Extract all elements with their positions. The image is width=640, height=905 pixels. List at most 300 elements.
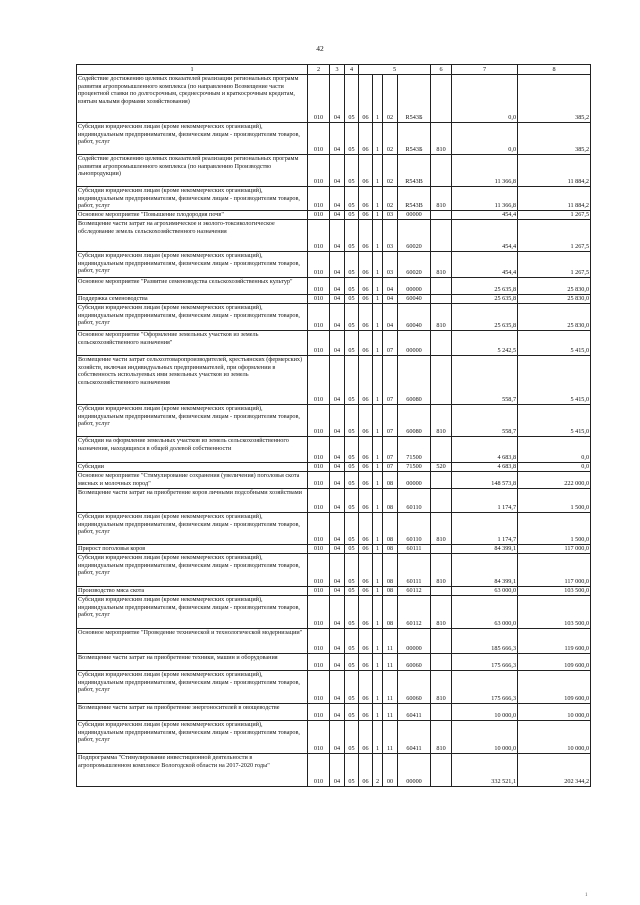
- code-direction: 60110: [398, 513, 431, 545]
- code-event: 07: [383, 437, 398, 463]
- code-direction: 00000: [398, 754, 431, 787]
- code-section: 04: [330, 554, 345, 587]
- code-section: 04: [330, 220, 345, 252]
- code-event: 03: [383, 252, 398, 278]
- table-row: [77, 754, 591, 787]
- row-name: Субсидии юридическим лицам (кроме некоммерческих организаций), индивидуальным предпринимателям, физическим лицам - производителям товаров, работ, услуг: [77, 123, 308, 155]
- code-subprogram: 1: [373, 472, 383, 489]
- code-subsection: 05: [345, 187, 359, 211]
- code-subprogram: 1: [373, 587, 383, 596]
- code-expense-type: [431, 155, 452, 187]
- row-name: Поддержка семеноводства: [77, 295, 308, 304]
- code-event: 02: [383, 187, 398, 211]
- row-name: Возмещение части затрат на агрохимическое и эколого-токсикологическое обследование земель сельскохозяйственного назначения: [77, 220, 308, 252]
- col-header-3: 3: [330, 65, 345, 75]
- code-ministry: 010: [308, 754, 330, 787]
- code-subsection: 05: [345, 671, 359, 704]
- code-direction: R543Б: [398, 75, 431, 123]
- code-subprogram: 1: [373, 629, 383, 654]
- code-event: 04: [383, 295, 398, 304]
- code-ministry: 010: [308, 654, 330, 671]
- code-event: 03: [383, 220, 398, 252]
- row-name: Субсидии юридическим лицам (кроме некоммерческих организаций), индивидуальным предпринимателям, физическим лицам - производителям товаров, работ, услуг: [77, 596, 308, 629]
- code-subsection: 05: [345, 220, 359, 252]
- code-subsection: 05: [345, 489, 359, 513]
- code-program: 06: [359, 513, 373, 545]
- code-ministry: 010: [308, 463, 330, 472]
- row-name: Возмещение части затрат на приобретение техники, машин и оборудования: [77, 654, 308, 671]
- code-direction: 60020: [398, 252, 431, 278]
- code-event: 08: [383, 513, 398, 545]
- amount-2019: 558,7: [452, 356, 518, 405]
- code-section: 04: [330, 155, 345, 187]
- amount-2019: 25 635,8: [452, 304, 518, 331]
- code-program: 06: [359, 754, 373, 787]
- code-subsection: 05: [345, 463, 359, 472]
- table-row: [77, 211, 591, 220]
- table-row: [77, 331, 591, 356]
- code-expense-type: [431, 704, 452, 721]
- code-program: 06: [359, 704, 373, 721]
- code-section: 04: [330, 252, 345, 278]
- amount-2019: 5 242,5: [452, 331, 518, 356]
- code-ministry: 010: [308, 489, 330, 513]
- code-event: 02: [383, 155, 398, 187]
- code-event: 04: [383, 304, 398, 331]
- table-row: [77, 278, 591, 295]
- code-subprogram: 1: [373, 304, 383, 331]
- code-expense-type: [431, 278, 452, 295]
- code-section: 04: [330, 437, 345, 463]
- code-subprogram: 1: [373, 463, 383, 472]
- code-section: 04: [330, 513, 345, 545]
- code-subprogram: 1: [373, 155, 383, 187]
- col-header-5: 5: [359, 65, 431, 75]
- code-subsection: 05: [345, 123, 359, 155]
- code-expense-type: 810: [431, 304, 452, 331]
- code-subsection: 05: [345, 331, 359, 356]
- code-subsection: 05: [345, 75, 359, 123]
- row-name: Возмещение части затрат на приобретение коров личными подсобными хозяйствами: [77, 489, 308, 513]
- code-subsection: 05: [345, 472, 359, 489]
- code-subprogram: 1: [373, 123, 383, 155]
- row-name: Субсидии юридическим лицам (кроме некоммерческих организаций), индивидуальным предпринимателям, физическим лицам - производителям товаров, работ, услуг: [77, 721, 308, 754]
- code-section: 04: [330, 489, 345, 513]
- code-direction: R543В: [398, 187, 431, 211]
- code-program: 06: [359, 278, 373, 295]
- code-subsection: 05: [345, 654, 359, 671]
- code-expense-type: [431, 295, 452, 304]
- code-subsection: 05: [345, 356, 359, 405]
- code-event: 04: [383, 278, 398, 295]
- code-section: 04: [330, 545, 345, 554]
- code-ministry: 010: [308, 155, 330, 187]
- code-event: 08: [383, 596, 398, 629]
- code-expense-type: [431, 489, 452, 513]
- table-row: [77, 629, 591, 654]
- code-program: 06: [359, 629, 373, 654]
- amount-2020: 5 415,0: [518, 356, 591, 405]
- code-subprogram: 1: [373, 356, 383, 405]
- row-name: Содействие достижению целевых показателей реализации региональных программ развития агропромышленного комплекса (по направлению Производство льнопродукции): [77, 155, 308, 187]
- col-header-2: 2: [308, 65, 330, 75]
- code-expense-type: 810: [431, 252, 452, 278]
- code-section: 04: [330, 405, 345, 437]
- code-subsection: 05: [345, 211, 359, 220]
- code-subprogram: 1: [373, 721, 383, 754]
- code-subsection: 05: [345, 554, 359, 587]
- code-ministry: 010: [308, 405, 330, 437]
- page-number: 42: [316, 44, 324, 53]
- code-ministry: 010: [308, 356, 330, 405]
- col-header-6: 6: [431, 65, 452, 75]
- amount-2020: 109 600,0: [518, 654, 591, 671]
- code-ministry: 010: [308, 596, 330, 629]
- amount-2020: 103 500,0: [518, 596, 591, 629]
- table-row: [77, 671, 591, 704]
- amount-2020: 25 830,0: [518, 304, 591, 331]
- code-program: 06: [359, 654, 373, 671]
- table-row: [77, 295, 591, 304]
- code-direction: 60111: [398, 554, 431, 587]
- code-ministry: 010: [308, 220, 330, 252]
- table-row: [77, 587, 591, 596]
- code-program: 06: [359, 295, 373, 304]
- table-row: [77, 654, 591, 671]
- code-subsection: 05: [345, 437, 359, 463]
- code-ministry: 010: [308, 211, 330, 220]
- code-section: 04: [330, 463, 345, 472]
- code-subprogram: 1: [373, 596, 383, 629]
- code-event: 11: [383, 654, 398, 671]
- code-direction: 60411: [398, 704, 431, 721]
- amount-2019: 25 635,8: [452, 295, 518, 304]
- code-section: 04: [330, 211, 345, 220]
- code-program: 06: [359, 437, 373, 463]
- col-header-1: 1: [77, 65, 308, 75]
- table-row: [77, 437, 591, 463]
- code-ministry: 010: [308, 587, 330, 596]
- code-subsection: 05: [345, 721, 359, 754]
- amount-2019: 454,4: [452, 252, 518, 278]
- code-subsection: 05: [345, 155, 359, 187]
- code-ministry: 010: [308, 304, 330, 331]
- amount-2020: 0,0: [518, 437, 591, 463]
- row-name: Субсидии на оформление земельных участков из земель сельскохозяйственного назначения, находящихся в общей долевой собственности: [77, 437, 308, 463]
- row-name: Прирост поголовья коров: [77, 545, 308, 554]
- amount-2019: 332 521,1: [452, 754, 518, 787]
- code-ministry: 010: [308, 671, 330, 704]
- code-section: 04: [330, 754, 345, 787]
- code-program: 06: [359, 489, 373, 513]
- code-section: 04: [330, 75, 345, 123]
- code-event: 11: [383, 704, 398, 721]
- code-subprogram: 1: [373, 437, 383, 463]
- code-direction: 60040: [398, 295, 431, 304]
- amount-2019: 4 683,8: [452, 463, 518, 472]
- code-direction: 60080: [398, 356, 431, 405]
- code-subsection: 05: [345, 704, 359, 721]
- code-direction: 60060: [398, 671, 431, 704]
- amount-2020: 25 830,0: [518, 295, 591, 304]
- code-direction: R543Б: [398, 123, 431, 155]
- col-header-7: 7: [452, 65, 518, 75]
- code-expense-type: [431, 331, 452, 356]
- code-subsection: 05: [345, 513, 359, 545]
- amount-2019: 10 000,0: [452, 721, 518, 754]
- amount-2019: 11 366,8: [452, 155, 518, 187]
- code-event: 00: [383, 754, 398, 787]
- code-event: 07: [383, 356, 398, 405]
- code-section: 04: [330, 356, 345, 405]
- code-event: 08: [383, 587, 398, 596]
- row-name: Субсидии юридическим лицам (кроме некоммерческих организаций), индивидуальным предпринимателям, физическим лицам - производителям товаров, работ, услуг: [77, 405, 308, 437]
- code-subsection: 05: [345, 295, 359, 304]
- code-expense-type: [431, 437, 452, 463]
- code-program: 06: [359, 554, 373, 587]
- table-row: [77, 252, 591, 278]
- table-row: [77, 304, 591, 331]
- header-row: [77, 65, 591, 75]
- code-direction: 60111: [398, 545, 431, 554]
- code-ministry: 010: [308, 437, 330, 463]
- row-name: Субсидии юридическим лицам (кроме некоммерческих организаций), индивидуальным предпринимателям, физическим лицам - производителям товаров, работ, услуг: [77, 513, 308, 545]
- code-subprogram: 1: [373, 704, 383, 721]
- code-program: 06: [359, 75, 373, 123]
- code-event: 11: [383, 671, 398, 704]
- code-subprogram: 1: [373, 211, 383, 220]
- amount-2020: 1 500,0: [518, 489, 591, 513]
- code-expense-type: 810: [431, 554, 452, 587]
- amount-2020: 109 600,0: [518, 671, 591, 704]
- code-expense-type: [431, 220, 452, 252]
- amount-2020: 1 267,5: [518, 220, 591, 252]
- code-direction: 60060: [398, 654, 431, 671]
- code-event: 08: [383, 489, 398, 513]
- row-name: Основное мероприятие "Стимулирование сохранения (увеличения) поголовья скота мясных и молочных пород": [77, 472, 308, 489]
- amount-2020: 1 267,5: [518, 252, 591, 278]
- amount-2019: 84 399,1: [452, 554, 518, 587]
- code-subsection: 05: [345, 405, 359, 437]
- code-expense-type: [431, 754, 452, 787]
- code-program: 06: [359, 211, 373, 220]
- code-expense-type: [431, 629, 452, 654]
- code-expense-type: [431, 75, 452, 123]
- code-section: 04: [330, 704, 345, 721]
- table-body: [77, 75, 591, 787]
- code-event: 11: [383, 629, 398, 654]
- code-direction: 00000: [398, 331, 431, 356]
- code-subprogram: 2: [373, 754, 383, 787]
- amount-2019: 84 399,1: [452, 545, 518, 554]
- code-subprogram: 1: [373, 278, 383, 295]
- table-row: [77, 463, 591, 472]
- row-name: Основное мероприятие "Проведение технической и технологической модернизации": [77, 629, 308, 654]
- code-direction: 71500: [398, 463, 431, 472]
- row-name: Основное мероприятие "Развитие семеноводства сельскохозяйственных культур": [77, 278, 308, 295]
- code-ministry: 010: [308, 187, 330, 211]
- row-name: Возмещение части затрат на приобретение энергоносителей в овощеводстве: [77, 704, 308, 721]
- code-program: 06: [359, 123, 373, 155]
- code-section: 04: [330, 278, 345, 295]
- code-program: 06: [359, 587, 373, 596]
- code-section: 04: [330, 304, 345, 331]
- code-section: 04: [330, 671, 345, 704]
- table-row: [77, 545, 591, 554]
- col-header-4: 4: [345, 65, 359, 75]
- amount-2019: 0,0: [452, 123, 518, 155]
- code-direction: 71500: [398, 437, 431, 463]
- code-expense-type: [431, 587, 452, 596]
- code-ministry: 010: [308, 123, 330, 155]
- code-subsection: 05: [345, 252, 359, 278]
- code-event: 08: [383, 545, 398, 554]
- code-section: 04: [330, 187, 345, 211]
- code-section: 04: [330, 629, 345, 654]
- code-subsection: 05: [345, 304, 359, 331]
- amount-2020: 385,2: [518, 123, 591, 155]
- code-direction: 00000: [398, 472, 431, 489]
- code-program: 06: [359, 252, 373, 278]
- code-expense-type: 810: [431, 405, 452, 437]
- code-direction: 60112: [398, 596, 431, 629]
- table-row: [77, 155, 591, 187]
- code-expense-type: [431, 211, 452, 220]
- code-ministry: 010: [308, 629, 330, 654]
- code-subprogram: 1: [373, 489, 383, 513]
- table-row: [77, 405, 591, 437]
- code-program: 06: [359, 596, 373, 629]
- code-direction: 60110: [398, 489, 431, 513]
- code-section: 04: [330, 596, 345, 629]
- code-ministry: 010: [308, 278, 330, 295]
- code-program: 06: [359, 463, 373, 472]
- row-name: Содействие достижению целевых показателей реализации региональных программ развития агропромышленного комплекса (по направлению Возмещение части процентной ставки по долгосрочным, среднесрочным и краткосрочным кредитам, взятым малыми формами хозяйствования): [77, 75, 308, 123]
- amount-2019: 1 174,7: [452, 513, 518, 545]
- code-subsection: 05: [345, 587, 359, 596]
- code-direction: 60040: [398, 304, 431, 331]
- row-name: Подпрограмма "Стимулирование инвестиционной деятельности в агропромышленном комплексе Вологодской области на 2017-2020 годы": [77, 754, 308, 787]
- amount-2020: 1 500,0: [518, 513, 591, 545]
- row-name: Субсидии юридическим лицам (кроме некоммерческих организаций), индивидуальным предпринимателям, физическим лицам - производителям товаров, работ, услуг: [77, 671, 308, 704]
- row-name: Основное мероприятие "Повышение плодородия почв": [77, 211, 308, 220]
- amount-2019: 0,0: [452, 75, 518, 123]
- corner-mark: 1: [585, 893, 588, 898]
- amount-2020: 5 415,0: [518, 405, 591, 437]
- amount-2019: 63 000,0: [452, 596, 518, 629]
- code-ministry: 010: [308, 721, 330, 754]
- code-subprogram: 1: [373, 545, 383, 554]
- code-program: 06: [359, 304, 373, 331]
- amount-2020: 0,0: [518, 463, 591, 472]
- table-row: [77, 220, 591, 252]
- amount-2019: 4 683,8: [452, 437, 518, 463]
- col-header-8: 8: [518, 65, 591, 75]
- code-program: 06: [359, 155, 373, 187]
- amount-2019: 1 174,7: [452, 489, 518, 513]
- row-name: Субсидии юридическим лицам (кроме некоммерческих организаций), индивидуальным предпринимателям, физическим лицам - производителям товаров, работ, услуг: [77, 304, 308, 331]
- code-program: 06: [359, 721, 373, 754]
- amount-2020: 10 000,0: [518, 721, 591, 754]
- code-subprogram: 1: [373, 75, 383, 123]
- amount-2019: 11 366,8: [452, 187, 518, 211]
- code-program: 06: [359, 671, 373, 704]
- code-direction: 60080: [398, 405, 431, 437]
- code-ministry: 010: [308, 545, 330, 554]
- code-subprogram: 1: [373, 187, 383, 211]
- table-row: [77, 75, 591, 123]
- amount-2020: 117 000,0: [518, 554, 591, 587]
- code-direction: 00000: [398, 211, 431, 220]
- amount-2019: 454,4: [452, 211, 518, 220]
- code-event: 07: [383, 331, 398, 356]
- amount-2020: 11 884,2: [518, 187, 591, 211]
- code-subsection: 05: [345, 596, 359, 629]
- code-subsection: 05: [345, 629, 359, 654]
- amount-2020: 202 344,2: [518, 754, 591, 787]
- code-section: 04: [330, 472, 345, 489]
- code-section: 04: [330, 587, 345, 596]
- amount-2019: 185 666,3: [452, 629, 518, 654]
- code-ministry: 010: [308, 554, 330, 587]
- row-name: Возмещение части затрат сельхозтоваропроизводителей, крестьянских (фермерских) хозяйств, включая индивидуальных предпринимателей, при оформлении в собственность используемых ими земельных участков из земель сельскохозяйственного назначения: [77, 356, 308, 405]
- amount-2020: 11 884,2: [518, 155, 591, 187]
- code-expense-type: 810: [431, 513, 452, 545]
- amount-2019: 175 666,3: [452, 654, 518, 671]
- amount-2019: 10 000,0: [452, 704, 518, 721]
- amount-2020: 117 000,0: [518, 545, 591, 554]
- table-row: [77, 356, 591, 405]
- code-section: 04: [330, 654, 345, 671]
- code-program: 06: [359, 187, 373, 211]
- code-subprogram: 1: [373, 252, 383, 278]
- amount-2020: 385,2: [518, 75, 591, 123]
- code-ministry: 010: [308, 331, 330, 356]
- code-event: 07: [383, 405, 398, 437]
- amount-2020: 222 000,0: [518, 472, 591, 489]
- amount-2020: 103 500,0: [518, 587, 591, 596]
- code-expense-type: [431, 356, 452, 405]
- table-row: [77, 489, 591, 513]
- code-direction: R543В: [398, 155, 431, 187]
- table-row: [77, 472, 591, 489]
- amount-2019: 454,4: [452, 220, 518, 252]
- amount-2020: 25 830,0: [518, 278, 591, 295]
- code-direction: 00000: [398, 629, 431, 654]
- code-event: 11: [383, 721, 398, 754]
- amount-2020: 119 600,0: [518, 629, 591, 654]
- code-expense-type: [431, 545, 452, 554]
- code-subsection: 05: [345, 754, 359, 787]
- row-name: Субсидии: [77, 463, 308, 472]
- code-expense-type: [431, 472, 452, 489]
- code-event: 08: [383, 472, 398, 489]
- amount-2019: 558,7: [452, 405, 518, 437]
- code-section: 04: [330, 721, 345, 754]
- table-row: [77, 123, 591, 155]
- code-program: 06: [359, 220, 373, 252]
- code-event: 08: [383, 554, 398, 587]
- row-name: Субсидии юридическим лицам (кроме некоммерческих организаций), индивидуальным предпринимателям, физическим лицам - производителям товаров, работ, услуг: [77, 554, 308, 587]
- code-direction: 60411: [398, 721, 431, 754]
- code-program: 06: [359, 331, 373, 356]
- code-expense-type: 810: [431, 596, 452, 629]
- code-section: 04: [330, 295, 345, 304]
- code-expense-type: 810: [431, 123, 452, 155]
- code-ministry: 010: [308, 295, 330, 304]
- code-expense-type: 810: [431, 721, 452, 754]
- code-ministry: 010: [308, 75, 330, 123]
